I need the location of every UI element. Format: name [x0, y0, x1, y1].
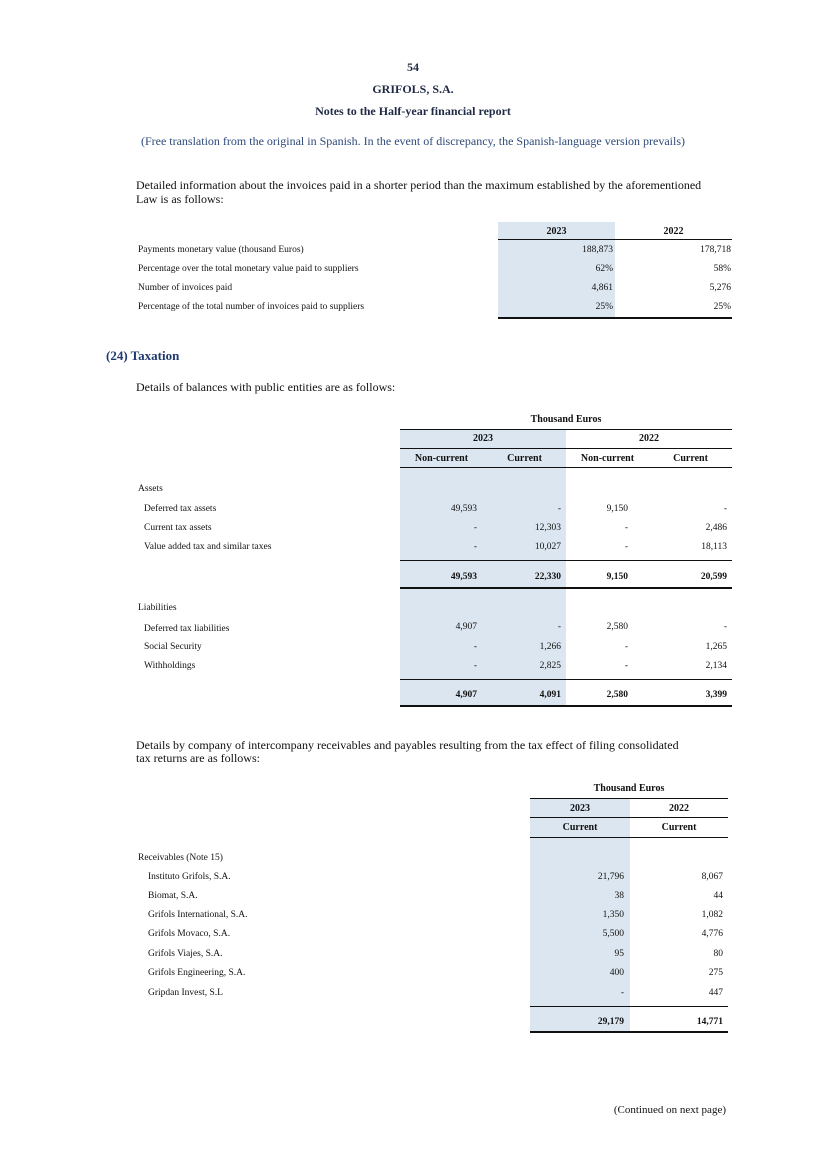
noncurrent-2022: - [624, 542, 628, 552]
liabilities-total-rule [400, 705, 732, 707]
taxation-unit-label: Thousand Euros [530, 414, 602, 425]
row-label: Grifols International, S.A. [148, 910, 248, 920]
noncurrent-2022: - [624, 642, 628, 652]
invoices-intro-line2: Law is as follows: [136, 192, 224, 206]
current-2023: 12,303 [534, 523, 561, 533]
value-2023: 21,796 [597, 872, 624, 882]
taxation-col-noncurrent-2023: Non-current [414, 453, 469, 464]
value-2023: 1,350 [602, 910, 624, 920]
total-2022: 14,771 [696, 1017, 723, 1027]
invoices-bottom-rule [498, 317, 732, 319]
current-2022: 2,486 [705, 523, 727, 533]
noncurrent-2023: - [473, 523, 477, 533]
noncurrent-2022: 2,580 [606, 622, 628, 632]
value-2022: 447 [708, 988, 723, 998]
receivables-heading: Receivables (Note 15) [138, 853, 223, 863]
taxation-year-2023: 2023 [473, 433, 493, 444]
intercompany-year-2022: 2022 [669, 803, 689, 814]
total-current-2023: 4,091 [539, 690, 561, 700]
value-2022: 4,776 [701, 929, 723, 939]
value-2022: 275 [708, 968, 723, 978]
value-2023: 4,861 [591, 283, 613, 293]
current-2022: - [723, 622, 727, 632]
row-label: Current tax assets [144, 523, 212, 533]
noncurrent-2022: - [624, 661, 628, 671]
intercompany-year-2023: 2023 [570, 803, 590, 814]
row-label: Social Security [144, 642, 202, 652]
current-2022: 2,134 [705, 661, 727, 671]
intercompany-unit-label: Thousand Euros [593, 783, 665, 794]
row-label: Number of invoices paid [138, 283, 233, 293]
company-name: GRIFOLS, S.A. [372, 82, 454, 96]
value-2022: 8,067 [701, 872, 723, 882]
value-2022: 5,276 [709, 283, 731, 293]
value-2023: 25% [595, 302, 613, 312]
row-label: Payments monetary value (thousand Euros) [138, 245, 304, 255]
invoices-col-2023: 2023 [546, 226, 567, 237]
intercompany-colhdr-rule [530, 837, 728, 838]
total-current-2022: 20,599 [700, 572, 727, 582]
row-label: Gripdan Invest, S.L [148, 988, 223, 998]
taxation-col-noncurrent-2022: Non-current [580, 453, 635, 464]
current-2022: 1,265 [705, 642, 727, 652]
value-2022: 178,718 [700, 245, 731, 255]
total-noncurrent-2022: 2,580 [606, 690, 628, 700]
intercompany-unit-rule [530, 798, 728, 799]
noncurrent-2022: 9,150 [606, 504, 628, 514]
liabilities-subtotal-rule [400, 679, 732, 680]
current-2022: - [723, 504, 727, 514]
noncurrent-2023: 49,593 [450, 504, 477, 514]
invoices-header-rule [498, 239, 732, 240]
row-label: Percentage over the total monetary value paid to suppliers [138, 264, 359, 274]
row-label: Value added tax and similar taxes [144, 542, 272, 552]
total-2023: 29,179 [597, 1017, 624, 1027]
current-2023: 2,825 [539, 661, 561, 671]
value-2023: - [620, 988, 624, 998]
current-2022: 18,113 [701, 542, 727, 552]
taxation-intro: Details of balances with public entities are as follows: [136, 380, 396, 394]
row-label: Percentage of the total number of invoices paid to suppliers [138, 302, 365, 312]
current-2023: - [557, 504, 561, 514]
taxation-col-current-2022: Current [673, 453, 708, 464]
section-title-taxation: (24) Taxation [106, 348, 180, 363]
taxation-unit-rule [400, 429, 732, 430]
noncurrent-2022: - [624, 523, 628, 533]
row-label: Deferred tax assets [144, 504, 217, 514]
total-current-2023: 22,330 [534, 572, 561, 582]
value-2022: 58% [713, 264, 731, 274]
total-current-2022: 3,399 [705, 690, 727, 700]
invoices-intro-line1: Detailed information about the invoices paid in a shorter period than the maximum established by the aforementioned [136, 178, 702, 192]
intercompany-intro-line1: Details by company of intercompany receivables and payables resulting from the tax effect of filing consolidated [136, 738, 679, 752]
total-noncurrent-2023: 49,593 [450, 572, 477, 582]
row-label: Grifols Engineering, S.A. [148, 968, 246, 978]
row-label: Instituto Grifols, S.A. [148, 872, 231, 882]
current-2023: 1,266 [539, 642, 561, 652]
value-2023: 62% [595, 264, 613, 274]
current-2023: 10,027 [534, 542, 561, 552]
assets-total-rule [400, 587, 732, 589]
translation-note: (Free translation from the original in Spanish. In the event of discrepancy, the Spanish-language version prevails) [140, 134, 686, 148]
assets-subtotal-rule [400, 560, 732, 561]
assets-heading: Assets [138, 484, 163, 494]
value-2022: 1,082 [701, 910, 723, 920]
row-label: Withholdings [144, 661, 196, 671]
report-title: Notes to the Half-year financial report [315, 104, 511, 118]
value-2023: 5,500 [602, 929, 624, 939]
intercompany-year-rule [530, 817, 728, 818]
noncurrent-2023: - [473, 642, 477, 652]
intercompany-col-current-2023: Current [562, 822, 598, 833]
value-2022: 44 [713, 891, 723, 901]
intercompany-subtotal-rule [530, 1006, 728, 1007]
current-2023: - [557, 622, 561, 632]
page-number: 54 [407, 60, 419, 74]
intercompany-col-current-2022: Current [661, 822, 697, 833]
value-2023: 95 [614, 949, 624, 959]
intercompany-total-rule [530, 1031, 728, 1033]
taxation-colhdr-rule [400, 467, 732, 468]
intercompany-intro-line2: tax returns are as follows: [136, 751, 260, 765]
taxation-year-2022: 2022 [639, 433, 659, 444]
invoices-col-2022: 2022 [663, 226, 684, 237]
value-2023: 188,873 [582, 245, 613, 255]
total-noncurrent-2022: 9,150 [606, 572, 628, 582]
taxation-col-current-2023: Current [507, 453, 542, 464]
value-2022: 80 [713, 949, 723, 959]
value-2022: 25% [713, 302, 731, 312]
liabilities-heading: Liabilities [138, 603, 177, 613]
taxation-year-rule [400, 448, 732, 449]
value-2023: 38 [614, 891, 624, 901]
row-label: Grifols Viajes, S.A. [148, 949, 223, 959]
row-label: Grifols Movaco, S.A. [148, 929, 231, 939]
noncurrent-2023: - [473, 542, 477, 552]
row-label: Deferred tax liabilities [144, 624, 230, 634]
continued-note: (Continued on next page) [613, 1104, 726, 1116]
total-noncurrent-2023: 4,907 [455, 690, 477, 700]
row-label: Biomat, S.A. [148, 891, 198, 901]
noncurrent-2023: - [473, 661, 477, 671]
noncurrent-2023: 4,907 [455, 622, 477, 632]
value-2023: 400 [609, 968, 624, 978]
